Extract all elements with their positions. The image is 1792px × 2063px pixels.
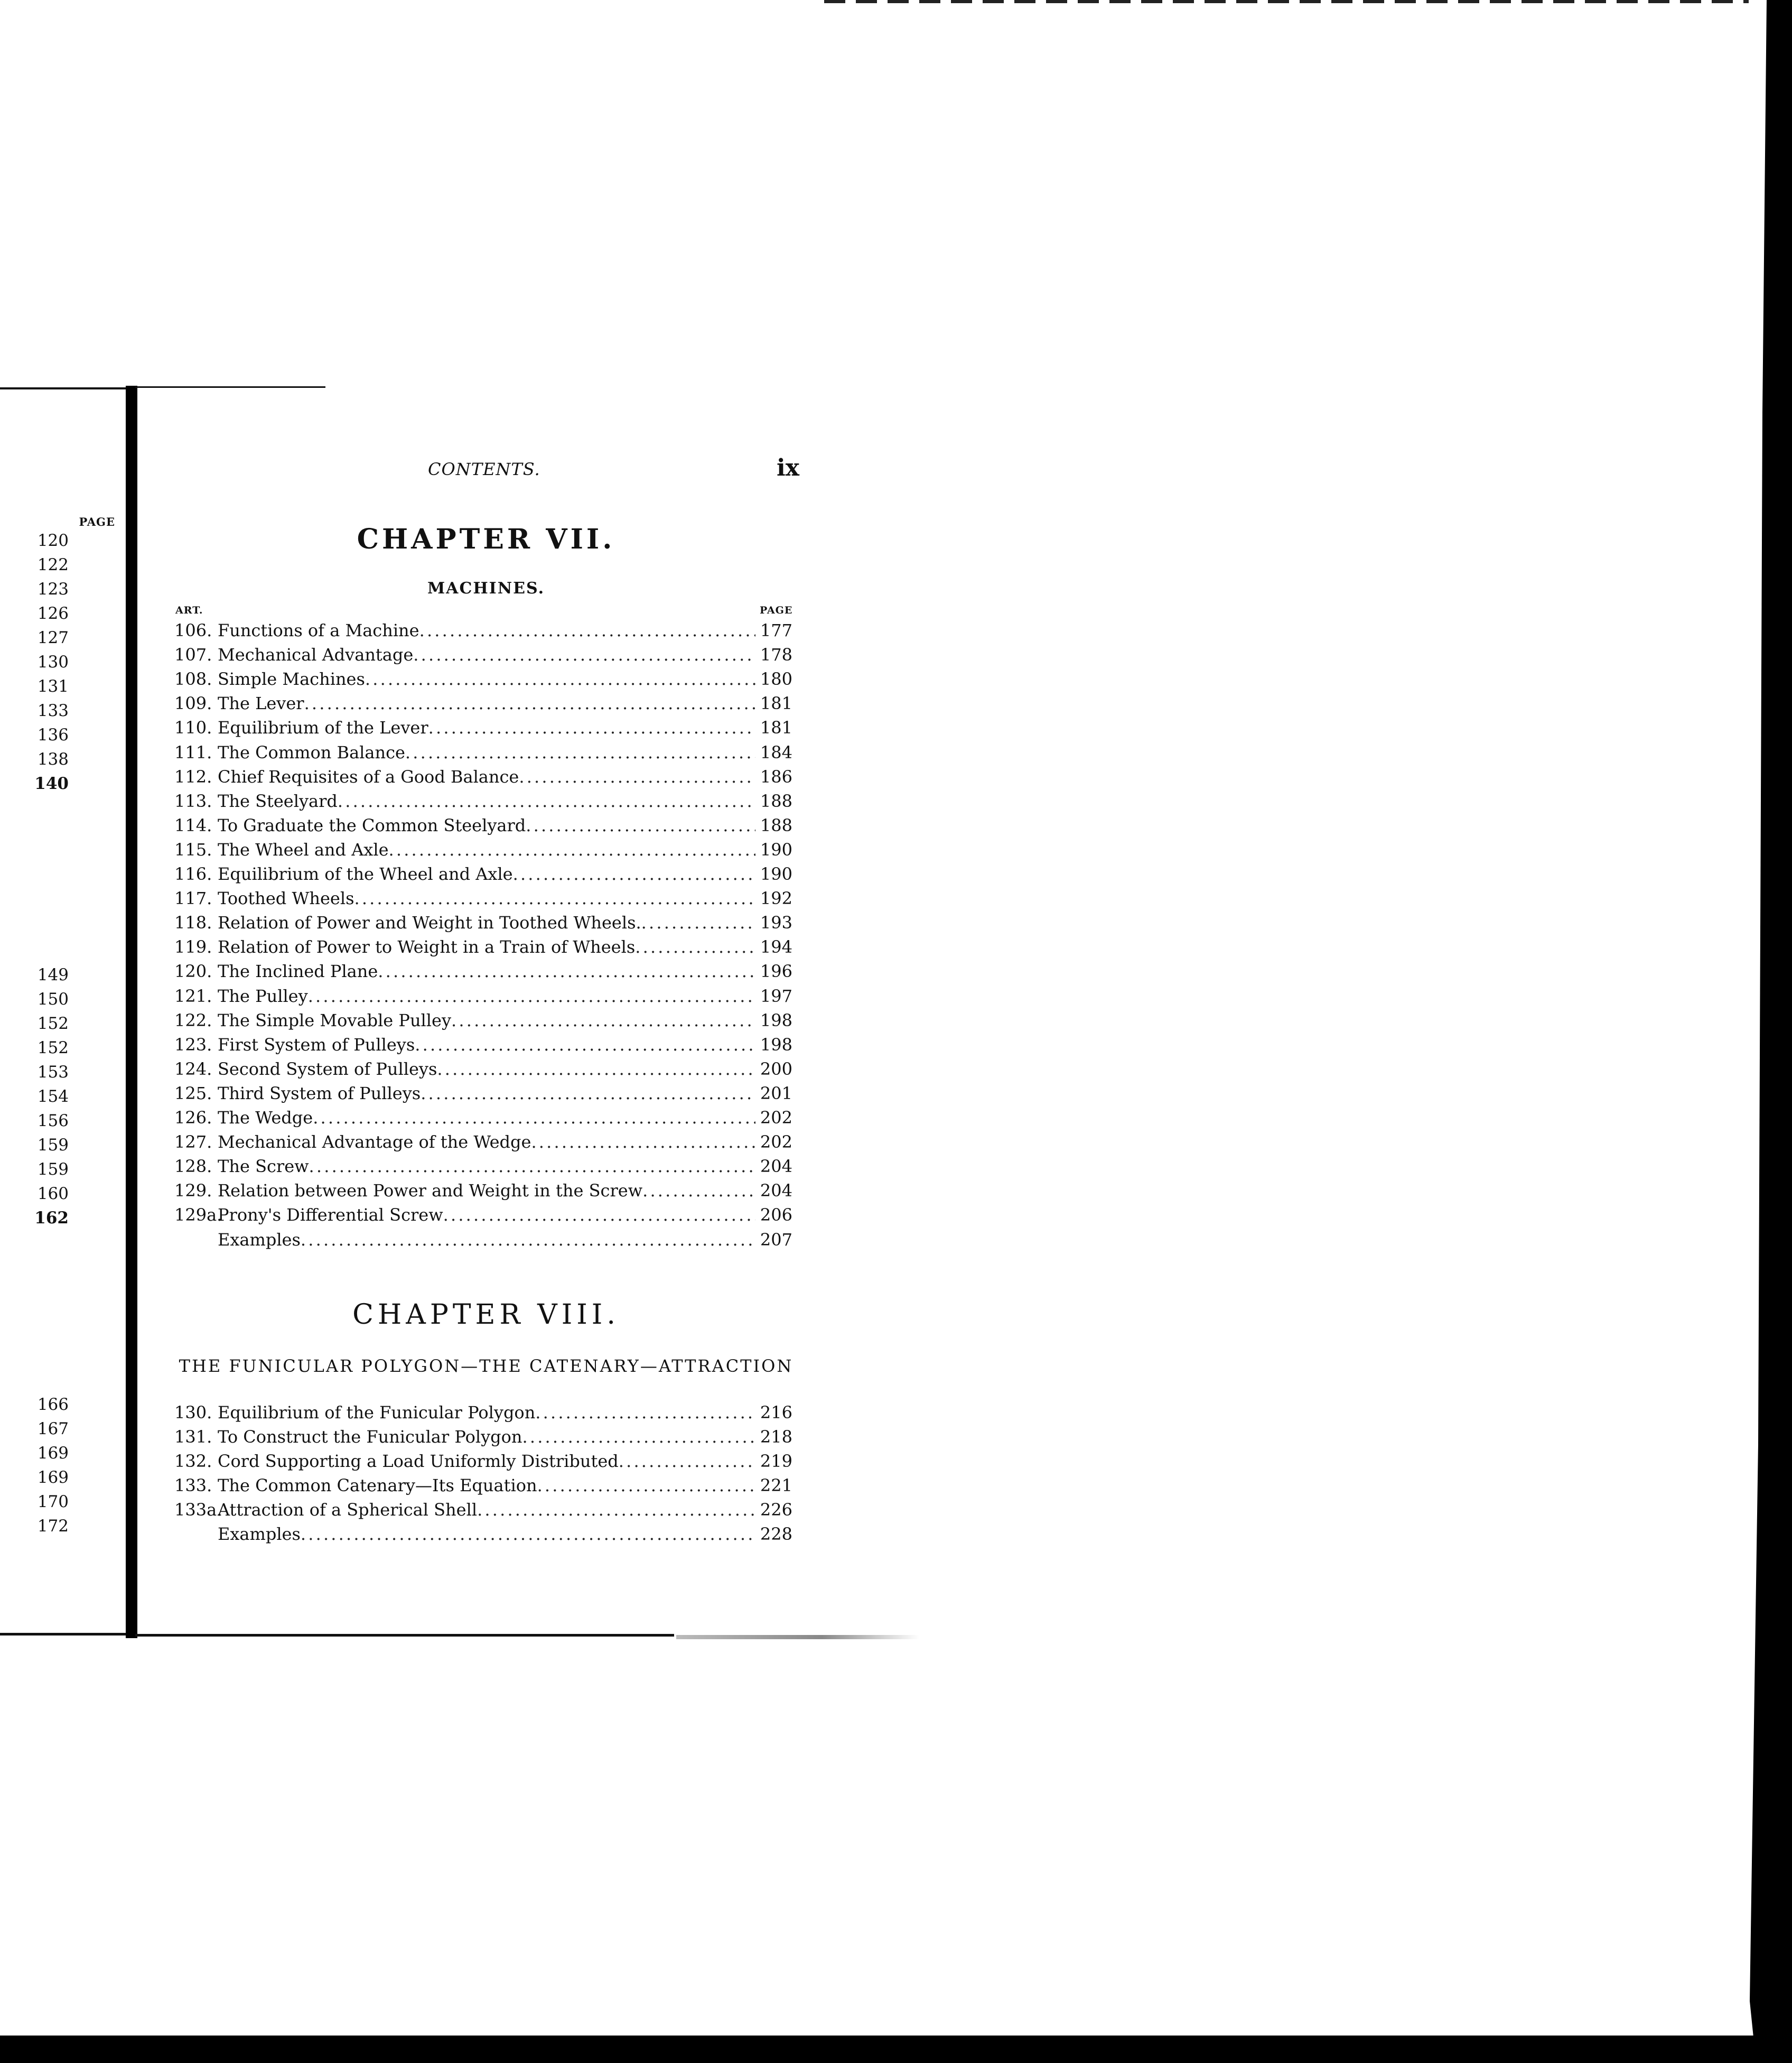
- toc-leader-dots: [428, 715, 755, 740]
- toc-leader-dots: [405, 740, 755, 765]
- toc-entry: [174, 1033, 792, 1057]
- toc-entry-title: Equilibrium of the Lever: [218, 718, 428, 738]
- toc-entry-title: Relation between Power and Weight in the Screw: [218, 1181, 643, 1201]
- toc-entry-page: 198: [760, 1010, 792, 1030]
- toc-entry-number: 123.: [174, 1034, 212, 1055]
- toc-entry-number: 112.: [174, 766, 212, 787]
- toc-entry-page: 201: [760, 1083, 792, 1103]
- toc-leader-dots: [635, 935, 755, 959]
- toc-entry-title: To Graduate the Common Steelyard: [218, 815, 526, 835]
- toc-leader-dots: [415, 1033, 755, 1057]
- toc-leader-dots: [389, 838, 755, 862]
- toc-leader-dots: [354, 886, 755, 910]
- toc-entry-page: 188: [760, 791, 792, 811]
- left-top-rule: [0, 387, 127, 389]
- chapter-8-subtitle: THE FUNICULAR POLYGON—THE CATENARY—ATTRACTION: [179, 1356, 794, 1376]
- toc-entry: [174, 838, 792, 862]
- toc-entry: [174, 910, 792, 935]
- left-page-number: 120: [37, 531, 69, 550]
- toc-entry-title: Prony's Differential Screw: [218, 1205, 443, 1225]
- toc-entry-title: Attraction of a Spherical Shell: [218, 1500, 478, 1520]
- left-page-number: 172: [37, 1517, 69, 1536]
- toc-entry: [174, 715, 792, 740]
- toc-entry-page: 194: [760, 937, 792, 958]
- left-page-number: 152: [37, 1014, 69, 1033]
- toc-leader-dots: [522, 1425, 755, 1449]
- toc-entry-title: The Wheel and Axle: [218, 839, 389, 860]
- toc-entry-page: 184: [760, 742, 792, 763]
- left-page-number: 152: [37, 1038, 69, 1057]
- scan-bottom-edge: [0, 2036, 1792, 2063]
- left-page-number: 160: [37, 1184, 69, 1203]
- left-page-number: 169: [37, 1468, 69, 1487]
- toc-entry-title: Relation of Power and Weight in Toothed Wheels.: [218, 913, 641, 933]
- left-page-number: 169: [37, 1444, 69, 1463]
- toc-entry: [174, 886, 792, 910]
- toc-entry-number: 114.: [174, 815, 212, 835]
- toc-leader-dots: [513, 862, 755, 886]
- toc-entry-page: 207: [760, 1229, 792, 1250]
- toc-entry: [174, 959, 792, 983]
- left-page-number: 159: [37, 1160, 69, 1179]
- toc-entry: [174, 1105, 792, 1130]
- toc-entry-page: 198: [760, 1034, 792, 1055]
- toc-entry-number: 115.: [174, 839, 212, 860]
- toc-entry: [174, 1178, 792, 1203]
- toc-leader-dots: [308, 984, 755, 1008]
- toc-entry-page: 221: [760, 1475, 792, 1495]
- toc-entry-title: The Wedge: [218, 1108, 313, 1128]
- previous-page-fragment: [0, 0, 127, 2063]
- toc-entry-title: Examples: [218, 1524, 301, 1544]
- toc-entry: [174, 1008, 792, 1033]
- toc-leader-dots: [365, 667, 755, 691]
- toc-entry-title: The Lever: [218, 693, 304, 714]
- toc-entry: [174, 1498, 792, 1522]
- toc-entry: [174, 862, 792, 886]
- toc-entry-title: Chief Requisites of a Good Balance: [218, 766, 519, 787]
- toc-entry-number: 106.: [174, 620, 212, 640]
- toc-entry-page: 192: [760, 888, 792, 909]
- chapter-7-title: CHAPTER VII.: [357, 523, 615, 555]
- chapter-8-title: CHAPTER VIII.: [352, 1299, 620, 1331]
- toc-leader-dots: [313, 1105, 755, 1130]
- toc-entry: [174, 691, 792, 715]
- toc-entry-title: Second System of Pulleys: [218, 1058, 437, 1079]
- toc-entry-page: 180: [760, 669, 792, 690]
- toc-entry-title: Cord Supporting a Load Uniformly Distributed: [218, 1451, 619, 1471]
- toc-entry-title: The Common Balance: [218, 742, 405, 763]
- toc-entry-number: 118.: [174, 913, 212, 933]
- left-page-number: 127: [37, 628, 69, 647]
- toc-entry-page: 196: [760, 961, 792, 982]
- toc-entry-title: Equilibrium of the Funicular Polygon: [218, 1402, 536, 1423]
- left-page-number: 167: [37, 1419, 69, 1438]
- toc-entry-title: The Steelyard: [218, 791, 338, 811]
- toc-leader-dots: [641, 910, 755, 935]
- toc-leader-dots: [477, 1498, 755, 1522]
- toc-entry: [174, 1425, 792, 1449]
- toc-entry: [174, 1154, 792, 1178]
- toc-entry: [174, 789, 792, 813]
- toc-entry: [174, 1130, 792, 1154]
- toc-leader-dots: [338, 789, 755, 813]
- toc-entry-title: Functions of a Machine: [218, 620, 419, 640]
- toc-entry-number: 126.: [174, 1108, 212, 1128]
- toc-entry-number: 133a.: [174, 1500, 222, 1520]
- toc-leader-dots: [437, 1057, 755, 1081]
- toc-entry-number: 122.: [174, 1010, 212, 1030]
- toc-entry-number: 128.: [174, 1156, 212, 1177]
- left-page-number: 123: [37, 580, 69, 599]
- toc-entry-page: 178: [760, 645, 792, 665]
- toc-leader-dots: [378, 959, 755, 983]
- toc-entry-page: 181: [760, 693, 792, 714]
- left-page-number: 122: [37, 555, 69, 574]
- left-page-number: 126: [37, 604, 69, 623]
- left-page-number: 149: [37, 965, 69, 984]
- toc-entry: [174, 740, 792, 765]
- toc-entry-title: Equilibrium of the Wheel and Axle: [218, 864, 513, 884]
- toc-entry-title: Relation of Power to Weight in a Train of Wheels: [218, 937, 636, 958]
- toc-entry: [174, 618, 792, 643]
- toc-entry-number: 130.: [174, 1402, 212, 1423]
- toc-entry: [174, 1081, 792, 1105]
- toc-entry-page: 177: [760, 620, 792, 640]
- toc-leader-dots: [443, 1203, 755, 1227]
- toc-leader-dots: [642, 1178, 755, 1203]
- toc-entry-title: The Simple Movable Pulley: [218, 1010, 452, 1030]
- running-title: CONTENTS.: [428, 459, 540, 479]
- left-page-number: 140: [34, 774, 69, 793]
- toc-entry-page: 197: [760, 986, 792, 1006]
- toc-leader-dots: [535, 1400, 755, 1425]
- left-page-number: 154: [37, 1087, 69, 1106]
- toc-entry-number: 108.: [174, 669, 212, 690]
- toc-leader-dots: [519, 765, 755, 789]
- page-column-label: PAGE: [760, 605, 793, 616]
- toc-entry-title: To Construct the Funicular Polygon: [218, 1427, 522, 1447]
- toc-leader-dots: [304, 691, 755, 715]
- toc-entry: [174, 643, 792, 667]
- toc-entry-page: 190: [760, 839, 792, 860]
- toc-entry-page: 190: [760, 864, 792, 884]
- left-page-number: 156: [37, 1111, 69, 1130]
- toc-entry-number: 110.: [174, 718, 212, 738]
- toc-leader-dots: [419, 618, 755, 643]
- toc-entry-number: 129.: [174, 1181, 212, 1201]
- toc-leader-dots: [619, 1449, 755, 1473]
- toc-entry: [174, 1057, 792, 1081]
- toc-entry-title: Examples: [218, 1229, 301, 1250]
- toc-entry-number: 124.: [174, 1058, 212, 1079]
- toc-entry-page: 193: [760, 913, 792, 933]
- toc-leader-dots: [421, 1081, 755, 1105]
- toc-entry: [174, 1473, 792, 1498]
- page-number: ix: [777, 454, 799, 481]
- toc-entry-number: 127.: [174, 1132, 212, 1153]
- toc-entry-page: 206: [760, 1205, 792, 1225]
- toc-entry-page: 200: [760, 1058, 792, 1079]
- left-page-number: 150: [37, 990, 69, 1009]
- page-bottom-fade: [676, 1635, 919, 1639]
- scan-right-edge: [1750, 0, 1792, 2063]
- toc-entry-number: 116.: [174, 864, 212, 884]
- toc-entry-title: Simple Machines: [218, 669, 365, 690]
- toc-entry-title: Third System of Pulleys: [218, 1083, 421, 1103]
- toc-entry-number: 111.: [174, 742, 212, 763]
- toc-entry-number: 109.: [174, 693, 212, 714]
- toc-entry-page: 218: [760, 1427, 792, 1447]
- toc-leader-dots: [531, 1130, 755, 1154]
- left-page-number: 153: [37, 1063, 69, 1082]
- toc-leader-dots: [413, 643, 755, 667]
- toc-entry-number: 132.: [174, 1451, 212, 1471]
- toc-entry-page: 202: [760, 1132, 792, 1153]
- toc-leader-dots: [301, 1522, 755, 1546]
- left-page-number: 136: [37, 726, 69, 745]
- toc-entry-title: The Pulley: [218, 986, 308, 1006]
- toc-leader-dots: [526, 813, 755, 838]
- toc-entry-title: Mechanical Advantage of the Wedge: [218, 1132, 531, 1153]
- toc-entry: [174, 1449, 792, 1473]
- toc-entry-number: 113.: [174, 791, 212, 811]
- left-page-number: 138: [37, 750, 69, 769]
- toc-entry-page: 186: [760, 766, 792, 787]
- page-top-rule: [135, 386, 325, 388]
- toc-entry-number: 120.: [174, 961, 212, 982]
- left-page-number: 131: [37, 677, 69, 696]
- left-page-number: 130: [37, 653, 69, 672]
- toc-entry: [174, 667, 792, 691]
- art-column-label: ART.: [175, 605, 203, 616]
- toc-entry-number: 131.: [174, 1427, 212, 1447]
- toc-entry: [174, 1522, 792, 1546]
- left-page-number: 170: [37, 1492, 69, 1511]
- toc-entry-title: The Screw: [218, 1156, 309, 1177]
- toc-entry-title: Toothed Wheels: [218, 888, 354, 909]
- toc-entry-number: 117.: [174, 888, 212, 909]
- toc-entry-page: 216: [760, 1402, 792, 1423]
- toc-entry-number: 119.: [174, 937, 212, 958]
- left-bottom-rule: [0, 1633, 127, 1635]
- toc-entry: [174, 984, 792, 1008]
- toc-entry-number: 129a.: [174, 1205, 222, 1225]
- scan-top-edge: [824, 0, 1749, 3]
- left-page-number: 133: [37, 701, 69, 720]
- toc-entry-number: 107.: [174, 645, 212, 665]
- toc-entry-page: 202: [760, 1108, 792, 1128]
- toc-entry: [174, 813, 792, 838]
- toc-entry-title: The Common Catenary—Its Equation: [218, 1475, 537, 1495]
- toc-entry: [174, 765, 792, 789]
- page-bottom-rule: [135, 1634, 674, 1637]
- toc-entry-page: 181: [760, 718, 792, 738]
- left-page-number: 166: [37, 1395, 69, 1414]
- book-spine-gutter: [126, 386, 137, 1638]
- toc-entry-page: 188: [760, 815, 792, 835]
- toc-entry-page: 219: [760, 1451, 792, 1471]
- toc-entry-number: 133.: [174, 1475, 212, 1495]
- left-page-number: 162: [34, 1209, 69, 1228]
- toc-entry-title: Mechanical Advantage: [218, 645, 414, 665]
- left-page-number: 159: [37, 1136, 69, 1155]
- toc-entry-title: First System of Pulleys: [218, 1034, 415, 1055]
- toc-entry: [174, 1228, 792, 1252]
- chapter-7-subtitle: MACHINES.: [427, 579, 545, 598]
- toc-entry: [174, 935, 792, 959]
- toc-entry: [174, 1400, 792, 1425]
- toc-leader-dots: [301, 1228, 755, 1252]
- toc-leader-dots: [451, 1008, 755, 1033]
- toc-entry-page: 204: [760, 1181, 792, 1201]
- toc-leader-dots: [309, 1154, 755, 1178]
- toc-entry-page: 228: [760, 1524, 792, 1544]
- toc-leader-dots: [537, 1473, 755, 1498]
- toc-entry-page: 204: [760, 1156, 792, 1177]
- toc-entry-title: The Inclined Plane: [218, 961, 378, 982]
- toc-entry-number: 121.: [174, 986, 212, 1006]
- toc-entry: [174, 1203, 792, 1227]
- toc-entry-page: 226: [760, 1500, 792, 1520]
- toc-entry-number: 125.: [174, 1083, 212, 1103]
- left-page-label: PAGE: [79, 515, 115, 528]
